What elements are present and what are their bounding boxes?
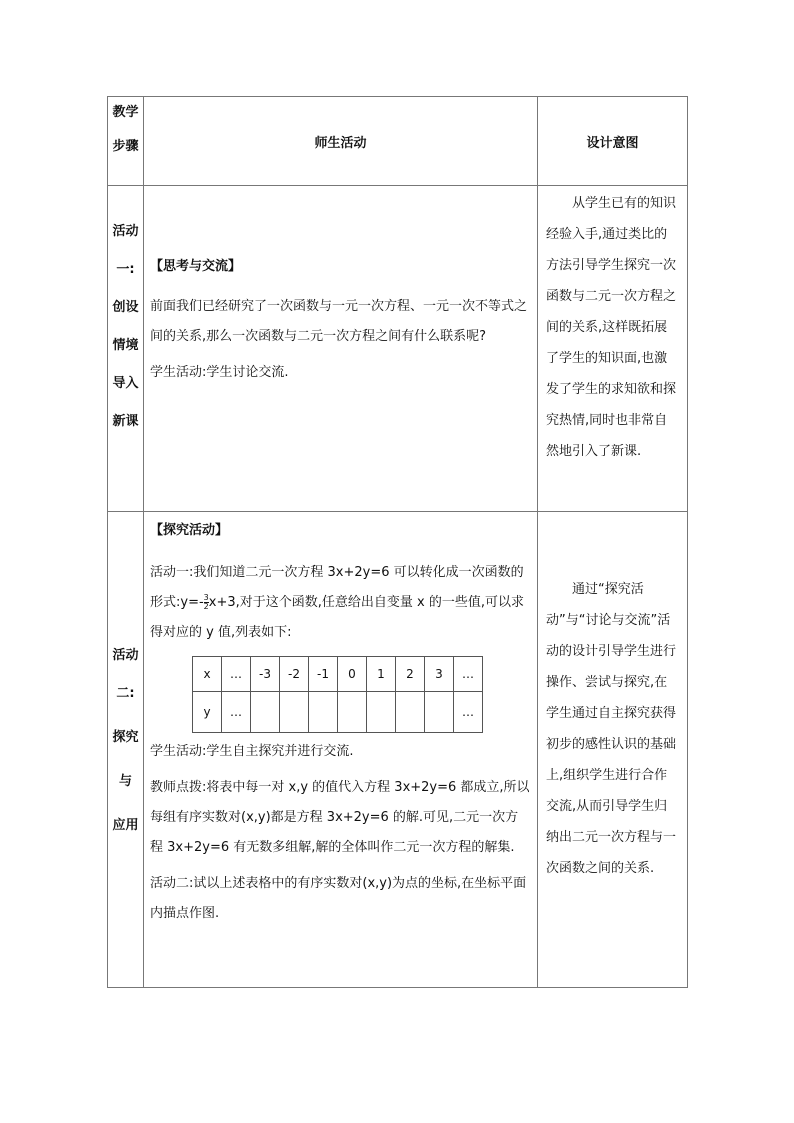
table-cell xyxy=(280,692,309,733)
paragraph-teacher-guidance: 教师点拨:将表中每一对 x,y 的值代入方程 3x+2y=6 都成立,所以每组有序实数对(x,y)都是方程 3x+2y=6 的解.可见,二元一次方程 3x+2y=6 有无数多组解,解的全体叫作二元一次方程的解集. xyxy=(150,780,530,855)
step1-line: 一: xyxy=(116,262,135,277)
fraction-denominator: 2 xyxy=(203,602,209,611)
intent-text-2: 通过“探究活动”与“讨论与交流”活动的设计引导学生进行操作、尝试与探究,在学生通过自主探究获得初步的感性认识的基础上,组织学生进行合作交流,从而引导学生归纳出二元一次方程与一次函数之间的关系. xyxy=(546,582,677,876)
table-cell xyxy=(309,692,338,733)
table-header-row xyxy=(108,97,688,186)
step1-line: 导入 xyxy=(112,376,139,391)
intent-text-1: 从学生已有的知识经验入手,通过类比的方法引导学生探究一次函数与二元一次方程之间的关系,这样既拓展了学生的知识面,也激发了学生的求知欲和探究热情,同时也非常自然地引入了新课. xyxy=(546,196,677,459)
intent-cell-1 xyxy=(538,186,688,512)
activity-one-text-start: 活动一:我们知道二元一次方程 3x+2y=6 可以转化成一次函数的形式:y=- xyxy=(150,565,524,610)
step2-line: 活动 xyxy=(112,648,139,663)
step2-line: 与 xyxy=(118,774,132,789)
header-step-cell xyxy=(108,97,144,186)
activity-cell-2 xyxy=(144,512,538,988)
step-cell-2 xyxy=(108,512,144,988)
table-cell: … xyxy=(222,692,251,733)
section-title-think: 【思考与交流】 xyxy=(150,259,242,274)
table-cell: 0 xyxy=(338,657,367,692)
intent-cell-2 xyxy=(538,512,688,988)
table-cell: … xyxy=(222,657,251,692)
header-intent-cell xyxy=(538,97,688,186)
fraction-numerator: 3 xyxy=(203,593,209,602)
activity-one-text-end: x+3,对于这个函数,任意给出自变量 x 的一些值,可以求得对应的 y 值,列表如下: xyxy=(150,595,524,640)
paragraph-intro: 前面我们已经研究了一次函数与一元一次方程、一元一次不等式之间的关系,那么一次函数与二元一次方程之间有什么联系呢? xyxy=(150,299,528,344)
header-activity-cell xyxy=(144,97,538,186)
header-step-line1: 教学 xyxy=(112,105,139,120)
table-cell xyxy=(425,692,454,733)
table-row-y xyxy=(193,692,483,733)
table-cell xyxy=(396,692,425,733)
step2-line: 二: xyxy=(116,686,135,701)
table-cell xyxy=(251,692,280,733)
table-cell: -3 xyxy=(251,657,280,692)
table-cell: x xyxy=(193,657,222,692)
table-cell: 1 xyxy=(367,657,396,692)
step1-line: 新课 xyxy=(112,414,139,429)
table-cell: y xyxy=(193,692,222,733)
table-cell: -2 xyxy=(280,657,309,692)
table-cell: 2 xyxy=(396,657,425,692)
table-cell: -1 xyxy=(309,657,338,692)
step1-line: 创设 xyxy=(112,300,139,315)
row-activity-2 xyxy=(108,512,688,988)
paragraph-activity-two: 活动二:试以上述表格中的有序实数对(x,y)为点的坐标,在坐标平面内描点作图. xyxy=(150,876,527,921)
section-title-explore: 【探究活动】 xyxy=(150,523,229,538)
header-intent-label: 设计意图 xyxy=(586,135,639,151)
header-step-line2: 步骤 xyxy=(112,139,139,154)
table-cell: 3 xyxy=(425,657,454,692)
step2-line: 应用 xyxy=(112,818,139,833)
step1-line: 情境 xyxy=(112,338,139,353)
lesson-plan-table xyxy=(107,96,688,988)
table-cell xyxy=(338,692,367,733)
activity-cell-1 xyxy=(144,186,538,512)
paragraph-student-activity: 学生活动:学生讨论交流. xyxy=(150,365,289,380)
paragraph-student-explore: 学生活动:学生自主探究并进行交流. xyxy=(150,744,354,759)
row-activity-1 xyxy=(108,186,688,512)
step2-line: 探究 xyxy=(112,730,139,745)
step-cell-1 xyxy=(108,186,144,512)
table-cell: … xyxy=(454,692,483,733)
step1-line: 活动 xyxy=(112,224,139,239)
table-cell: … xyxy=(454,657,483,692)
table-row-x xyxy=(193,657,483,692)
table-cell xyxy=(367,692,396,733)
xy-value-table xyxy=(192,656,483,733)
paragraph-activity-one xyxy=(150,558,531,648)
header-activity-label: 师生活动 xyxy=(314,135,367,151)
